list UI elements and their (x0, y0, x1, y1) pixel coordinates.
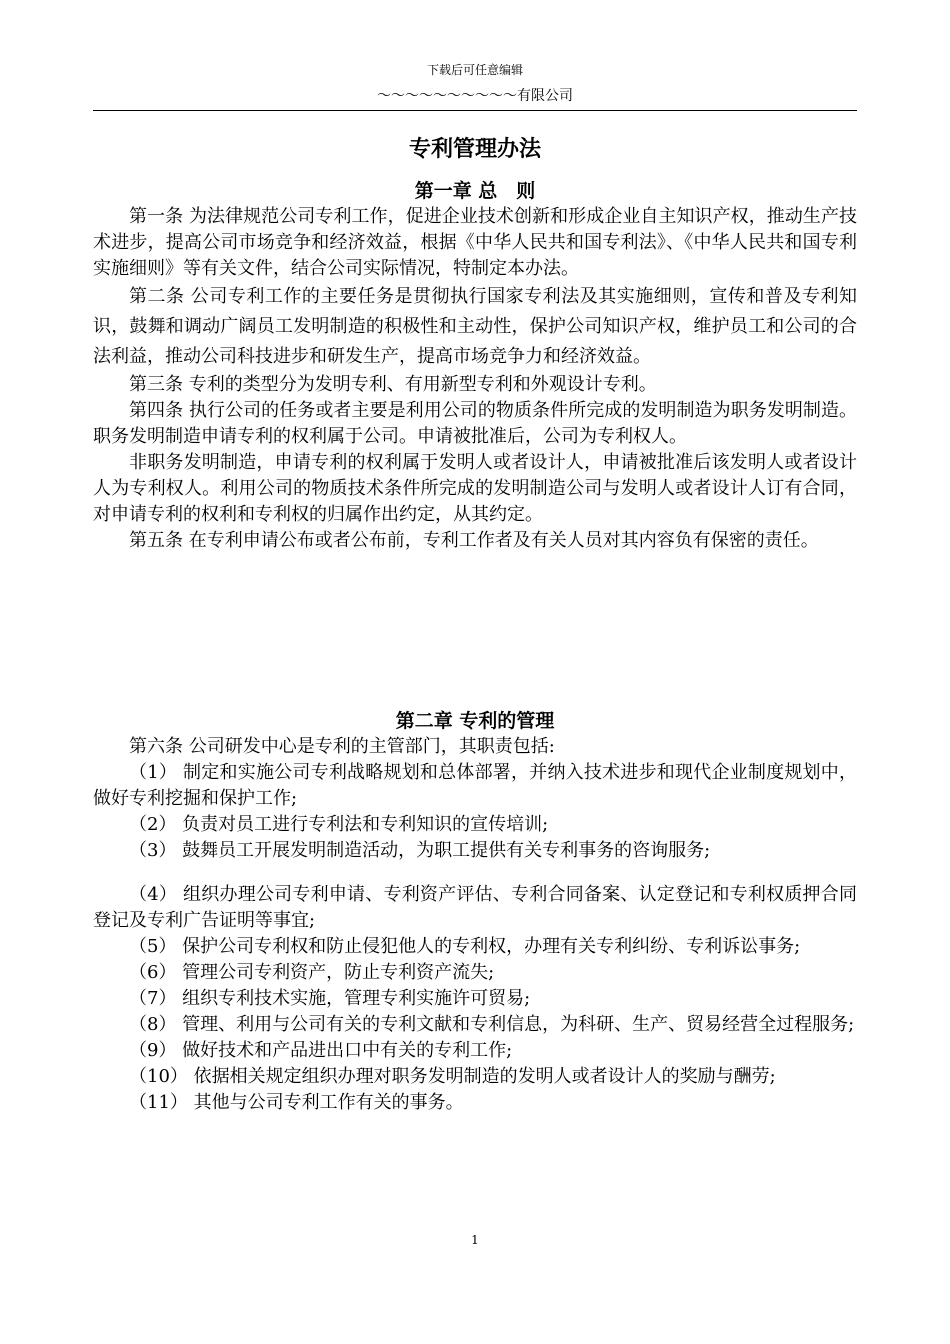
header-divider (93, 110, 857, 111)
duty-item-10: （10） 依据相关规定组织办理对职务发明制造的发明人或者设计人的奖励与酬劳; (129, 1066, 776, 1087)
duty-item-2: （2） 负责对员工进行专利法和专利知识的宣传培训; (129, 814, 549, 835)
chapter-2 (93, 708, 857, 1116)
chapter-1-heading: 第一章 总 则 (414, 180, 536, 202)
chapter-1 (93, 178, 857, 554)
duty-item-1: （1） 制定和实施公司专利战略规划和总体部署，并纳入技术进步和现代企业制度规划中，做好专利挖掘和保护工作; (93, 762, 857, 809)
header-company-name: ～～～～～～～～～～有限公司 (377, 88, 573, 104)
duty-item-11: （11） 其他与公司专利工作有关的事务。 (129, 1092, 464, 1113)
article-5: 第五条 在专利申请公布或者公布前，专利工作者及有关人员对其内容负有保密的责任。 (129, 530, 819, 551)
article-2: 第二条 公司专利工作的主要任务是贯彻执行国家专利法及其实施细则，宣传和普及专利知识，鼓舞和调动广阔员工发明制造的积极性和主动性，保护公司知识产权，维护员工和公司的合法利益，推动公司科技进步和研发生产，提高市场竞争力和经济效益。 (93, 286, 857, 367)
duty-item-4: （4） 组织办理公司专利申请、专利资产评估、专利合同备案、认定登记和专利权质押合同登记及专利广告证明等事宜; (93, 884, 857, 931)
duty-item-9: （9） 做好技术和产品进出口中有关的专利工作; (129, 1040, 513, 1061)
document-title: 专利管理办法 (408, 136, 541, 162)
page-number: 1 (471, 1233, 479, 1247)
duty-item-3: （3） 鼓舞员工开展发明制造活动，为职工提供有关专利事务的咨询服务; (129, 840, 711, 861)
article-4: 第四条 执行公司的任务或者主要是利用公司的物质条件所完成的发明制造为职务发明制造。职务发明制造申请专利的权利属于公司。申请被批准后，公司为专利权人。 (93, 400, 857, 447)
duty-item-5: （5） 保护公司专利权和防止侵犯他人的专利权，办理有关专利纠纷、专利诉讼事务; (129, 936, 801, 957)
article-4-non-service: 非职务发明制造，申请专利的权利属于发明人或者设计人，申请被批准后该发明人或者设计人为专利权人。利用公司的物质技术条件所完成的发明制造公司与发明人或者设计人订有合同，对申请专利的权利和专利权的归属作出约定，从其约定。 (93, 452, 857, 525)
paragraph-gap (93, 864, 857, 882)
duty-item-7: （7） 组织专利技术实施，管理专利实施许可贸易; (129, 988, 531, 1009)
chapter-2-heading: 第二章 专利的管理 (395, 710, 555, 732)
article-1: 第一条 为法律规范公司专利工作，促进企业技术创新和形成企业自主知识产权，推动生产技术进步，提高公司市场竞争和经济效益，根据《中华人民共和国专利法》、《中华人民共和国专利实施细则》等有关文件，结合公司实际情况，特制定本办法。 (93, 206, 857, 279)
duty-item-6: （6） 管理公司专利资产，防止专利资产流失; (129, 962, 495, 983)
article-3: 第三条 专利的类型分为发明专利、有用新型专利和外观设计专利。 (129, 374, 657, 395)
header-note: 下载后可任意编辑 (426, 63, 523, 77)
article-6: 第六条 公司研发中心是专利的主管部门，其职责包括: (129, 736, 555, 757)
duty-item-8: （8） 管理、利用与公司有关的专利文献和专利信息，为科研、生产、贸易经营全过程服务; (129, 1014, 855, 1035)
